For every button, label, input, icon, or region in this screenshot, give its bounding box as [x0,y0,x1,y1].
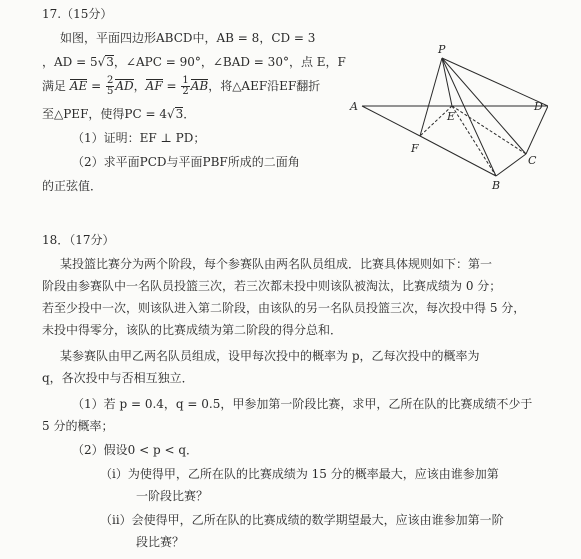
edge-EB [452,106,496,176]
q17-line-1: 如图，平面四边形ABCD中，AB = 8，CD = 3 [60,31,316,45]
label-A: A [350,100,358,113]
fraction-2-5: $\frac{2}{5}$ [106,75,114,97]
edge-AF [362,106,420,136]
label-F: F [411,142,419,155]
label-C: C [528,154,537,167]
edge-PD [442,58,548,106]
q18-line-5: 某参赛队由甲乙两名队员组成，设甲每次投中的概率为 p，乙每次投中的概率为 [60,349,480,363]
q17-part-1: （1）证明：EF ⊥ PD； [72,131,206,145]
q18-line-6: q，各次投中与否相互独立． [42,371,194,385]
q18-subpart-ii: （ⅱ）会使得甲，乙所在队的比赛成绩的数学期望最大，应该由谁参加第一阶 [100,513,504,527]
label-B: B [492,179,501,190]
edge-EC [452,106,526,154]
q18-part-2: （2）假设0 < p < q． [72,443,199,457]
q18-subpart-i: （ⅰ）为使得甲，乙所在队的比赛成绩为 15 分的概率最大，应该由谁参加第 [100,467,499,481]
q17-line-3: 满足 AE = $\frac{2}{5}$ AD，AF = $\frac{1}{2}$ AB，将△AEF沿EF翻折 [42,75,321,97]
q18-part-1: （1）若 p = 0.4，q = 0.5，甲参加第一阶段比赛，求甲，乙所在队的比赛成绩不少于 [72,397,533,411]
q18-line-3: 若至少投中一次，则该队进入第二阶段，由该队的另一名队员投篮三次，每次投中得 5 分， [42,301,526,315]
q17-part-2: （2）求平面PCD与平面PBF所成的二面角 [72,155,300,169]
sqrt-symbol: √ [97,55,106,69]
label-E: E [447,110,456,123]
q17-line-4: 至△PEF，使得PC = 4√3． [42,107,196,121]
q17-part-2-cont: 的正弦值． [42,179,103,193]
q18-part-1-cont: 5 分的概率； [42,419,114,433]
q18-subpart-i-cont: 一阶段比赛？ [136,489,209,503]
edge-BC [496,154,526,176]
label-P: P [438,43,446,56]
label-D: D [534,100,543,113]
edge-PF [420,58,442,136]
q17-line-2: ，AD = 5√3，∠APC = 90°，∠BAD = 30°，点 E，F [42,55,346,69]
geometry-figure [348,40,548,190]
fraction-1-2: $\frac{1}{2}$ [182,75,189,97]
q18-line-1: 某投篮比赛分为两个阶段，每个参赛队由两名队员组成．比赛具体规则如下：第一 [60,257,493,271]
q18-number: 18．（17分） [42,233,115,247]
sqrt-symbol: √ [166,107,175,121]
edge-CD [526,106,548,154]
q17-number: 17.（15分） [42,7,113,21]
edge-FB [420,136,496,176]
edge-PE [442,58,452,106]
q18-line-4: 未投中得零分，该队的比赛成绩为第二阶段的得分总和． [42,323,343,337]
q18-subpart-ii-cont: 段比赛？ [136,535,185,549]
q18-line-2: 阶段由参赛队中一名队员投篮三次，若三次都未投中则该队被淘汰，比赛成绩为 0 分； [42,279,502,293]
